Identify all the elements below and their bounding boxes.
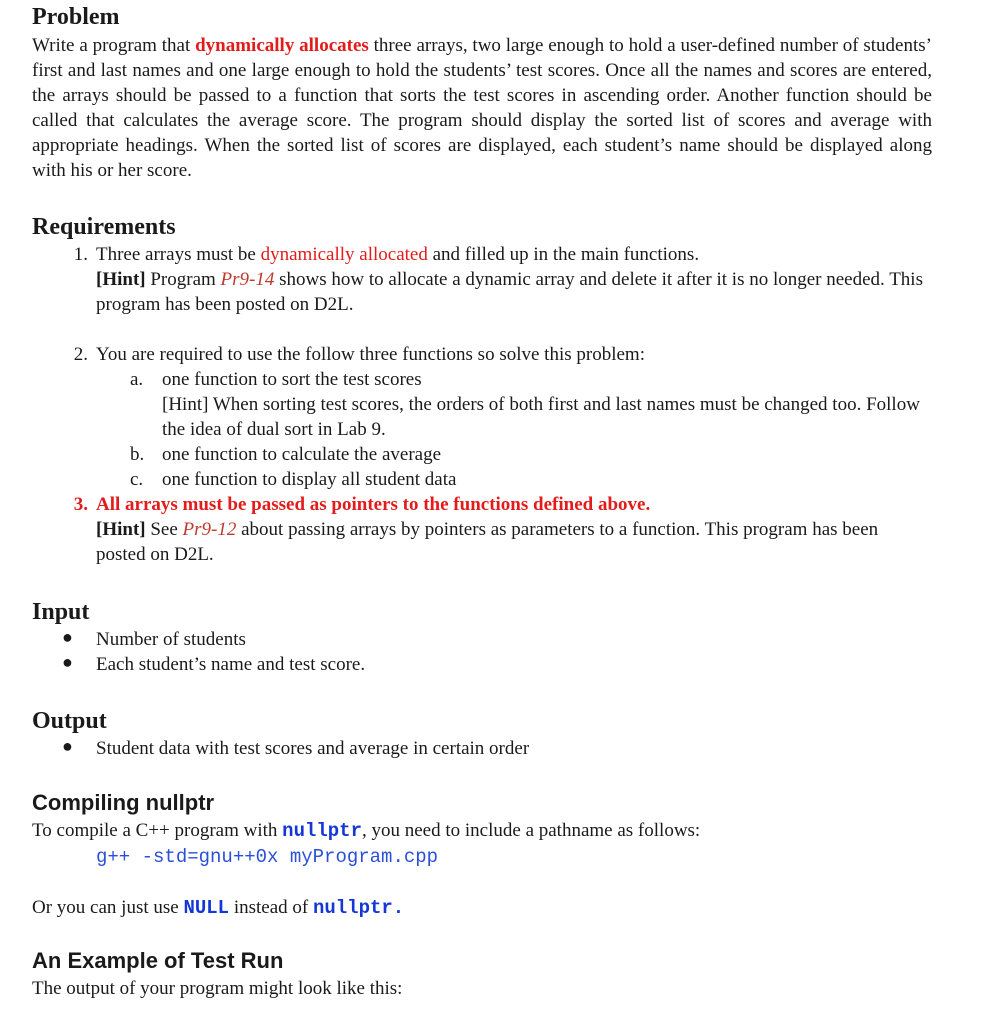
compile-command: g++ -std=gnu++0x myProgram.cpp	[96, 846, 439, 868]
output-heading: Output	[32, 708, 107, 734]
sublist-text-a: one function to sort the test scores	[162, 369, 422, 390]
requirements-list-cont	[32, 492, 932, 567]
hint-label: [Hint]	[96, 269, 146, 290]
example-heading: An Example of Test Run	[32, 948, 284, 973]
output-item-1-text: Student data with test scores and average in certain order	[96, 738, 530, 759]
compiling-after: , you need to include a pathname as follows:	[362, 820, 701, 841]
problem-text-after: three arrays, two large enough to hold a user-defined number of students’ first and last names and one large enough to hold the students’ test scores. Once all the names and scores are entered, the arrays should be passed to a function that sorts the test scores in ascending order. Another function should be called that calculates the average score. The program should display the sorted list of scores and average with appropriate headings. When the sorted list of scores are displayed, each student’s name should be displayed along with his or her score.	[32, 35, 932, 181]
program-reference-pr9-12: Pr9-12	[182, 519, 237, 540]
requirement-1-before: Three arrays must be	[96, 244, 261, 265]
requirement-1-after: and filled up in the main functions.	[427, 244, 700, 265]
input-item-2	[32, 652, 932, 677]
alt-before: Or you can just use	[32, 897, 184, 918]
problem-heading: Problem	[32, 4, 120, 30]
document-page	[32, 0, 932, 1001]
requirements-list	[32, 242, 932, 367]
bullet-icon: ●	[62, 627, 73, 647]
requirement-number-1: 1.	[73, 244, 88, 265]
problem-highlight: dynamically allocates	[195, 35, 369, 56]
requirement-1-text	[96, 242, 932, 267]
requirement-3-hint	[96, 517, 932, 567]
sublist-text-c: one function to display all student data	[162, 469, 457, 490]
requirement-2-text: You are required to use the follow three functions so solve this problem:	[96, 344, 645, 365]
sublist-text-b: one function to calculate the average	[162, 444, 442, 465]
sublist-item-a	[32, 367, 932, 442]
sublist-item-c	[32, 467, 932, 492]
compiling-line	[32, 818, 932, 844]
problem-text-before: Write a program that	[32, 35, 196, 56]
input-list	[32, 627, 932, 677]
requirements-heading: Requirements	[32, 214, 176, 240]
requirement-1-highlight: dynamically allocated	[260, 244, 428, 265]
alt-mid: instead of	[229, 897, 313, 918]
hint-before-3: See	[145, 519, 183, 540]
bullet-icon: ●	[62, 736, 73, 756]
sublist-label-c: c.	[130, 469, 144, 490]
requirement-item-2	[32, 342, 932, 367]
problem-paragraph	[32, 33, 932, 183]
requirement-number-2: 2.	[73, 344, 88, 365]
requirement-3-text: All arrays must be passed as pointers to the functions defined above.	[96, 494, 651, 515]
input-item-1-text: Number of students	[96, 629, 246, 650]
requirement-item-3	[32, 492, 932, 567]
alternative-line	[32, 895, 932, 921]
requirement-number-3: 3.	[73, 494, 88, 515]
function-sublist	[32, 367, 932, 492]
hint-before: Program	[145, 269, 221, 290]
input-heading: Input	[32, 599, 90, 625]
output-item-1	[32, 736, 932, 761]
hint-after: shows how to allocate a dynamic array and delete it after it is no longer needed. This program has been posted on D2L.	[96, 269, 923, 315]
compiling-before: To compile a C++ program with	[32, 820, 283, 841]
sublist-hint-a: [Hint] When sorting test scores, the orders of both first and last names must be changed too. Follow the idea of dual sort in Lab 9.	[162, 394, 920, 440]
compile-command-line	[32, 844, 932, 870]
sublist-item-b	[32, 442, 932, 467]
hint-after-3: about passing arrays by pointers as parameters to a function. This program has been posted on D2L.	[96, 519, 879, 565]
nullptr-keyword: nullptr	[282, 820, 362, 842]
example-text: The output of your program might look like this:	[32, 978, 403, 999]
input-item-1	[32, 627, 932, 652]
input-item-2-text: Each student’s name and test score.	[96, 654, 366, 675]
sublist-label-b: b.	[130, 444, 145, 465]
nullptr-keyword-2: nullptr.	[312, 897, 405, 919]
output-list	[32, 736, 932, 761]
null-keyword: NULL	[183, 897, 230, 919]
sublist-label-a: a.	[130, 369, 144, 390]
requirement-1-hint	[96, 267, 932, 317]
bullet-icon: ●	[62, 652, 73, 672]
hint-label-3: [Hint]	[96, 519, 146, 540]
program-reference-pr9-14: Pr9-14	[220, 269, 275, 290]
compiling-heading: Compiling nullptr	[32, 790, 215, 815]
requirement-item-1	[32, 242, 932, 317]
